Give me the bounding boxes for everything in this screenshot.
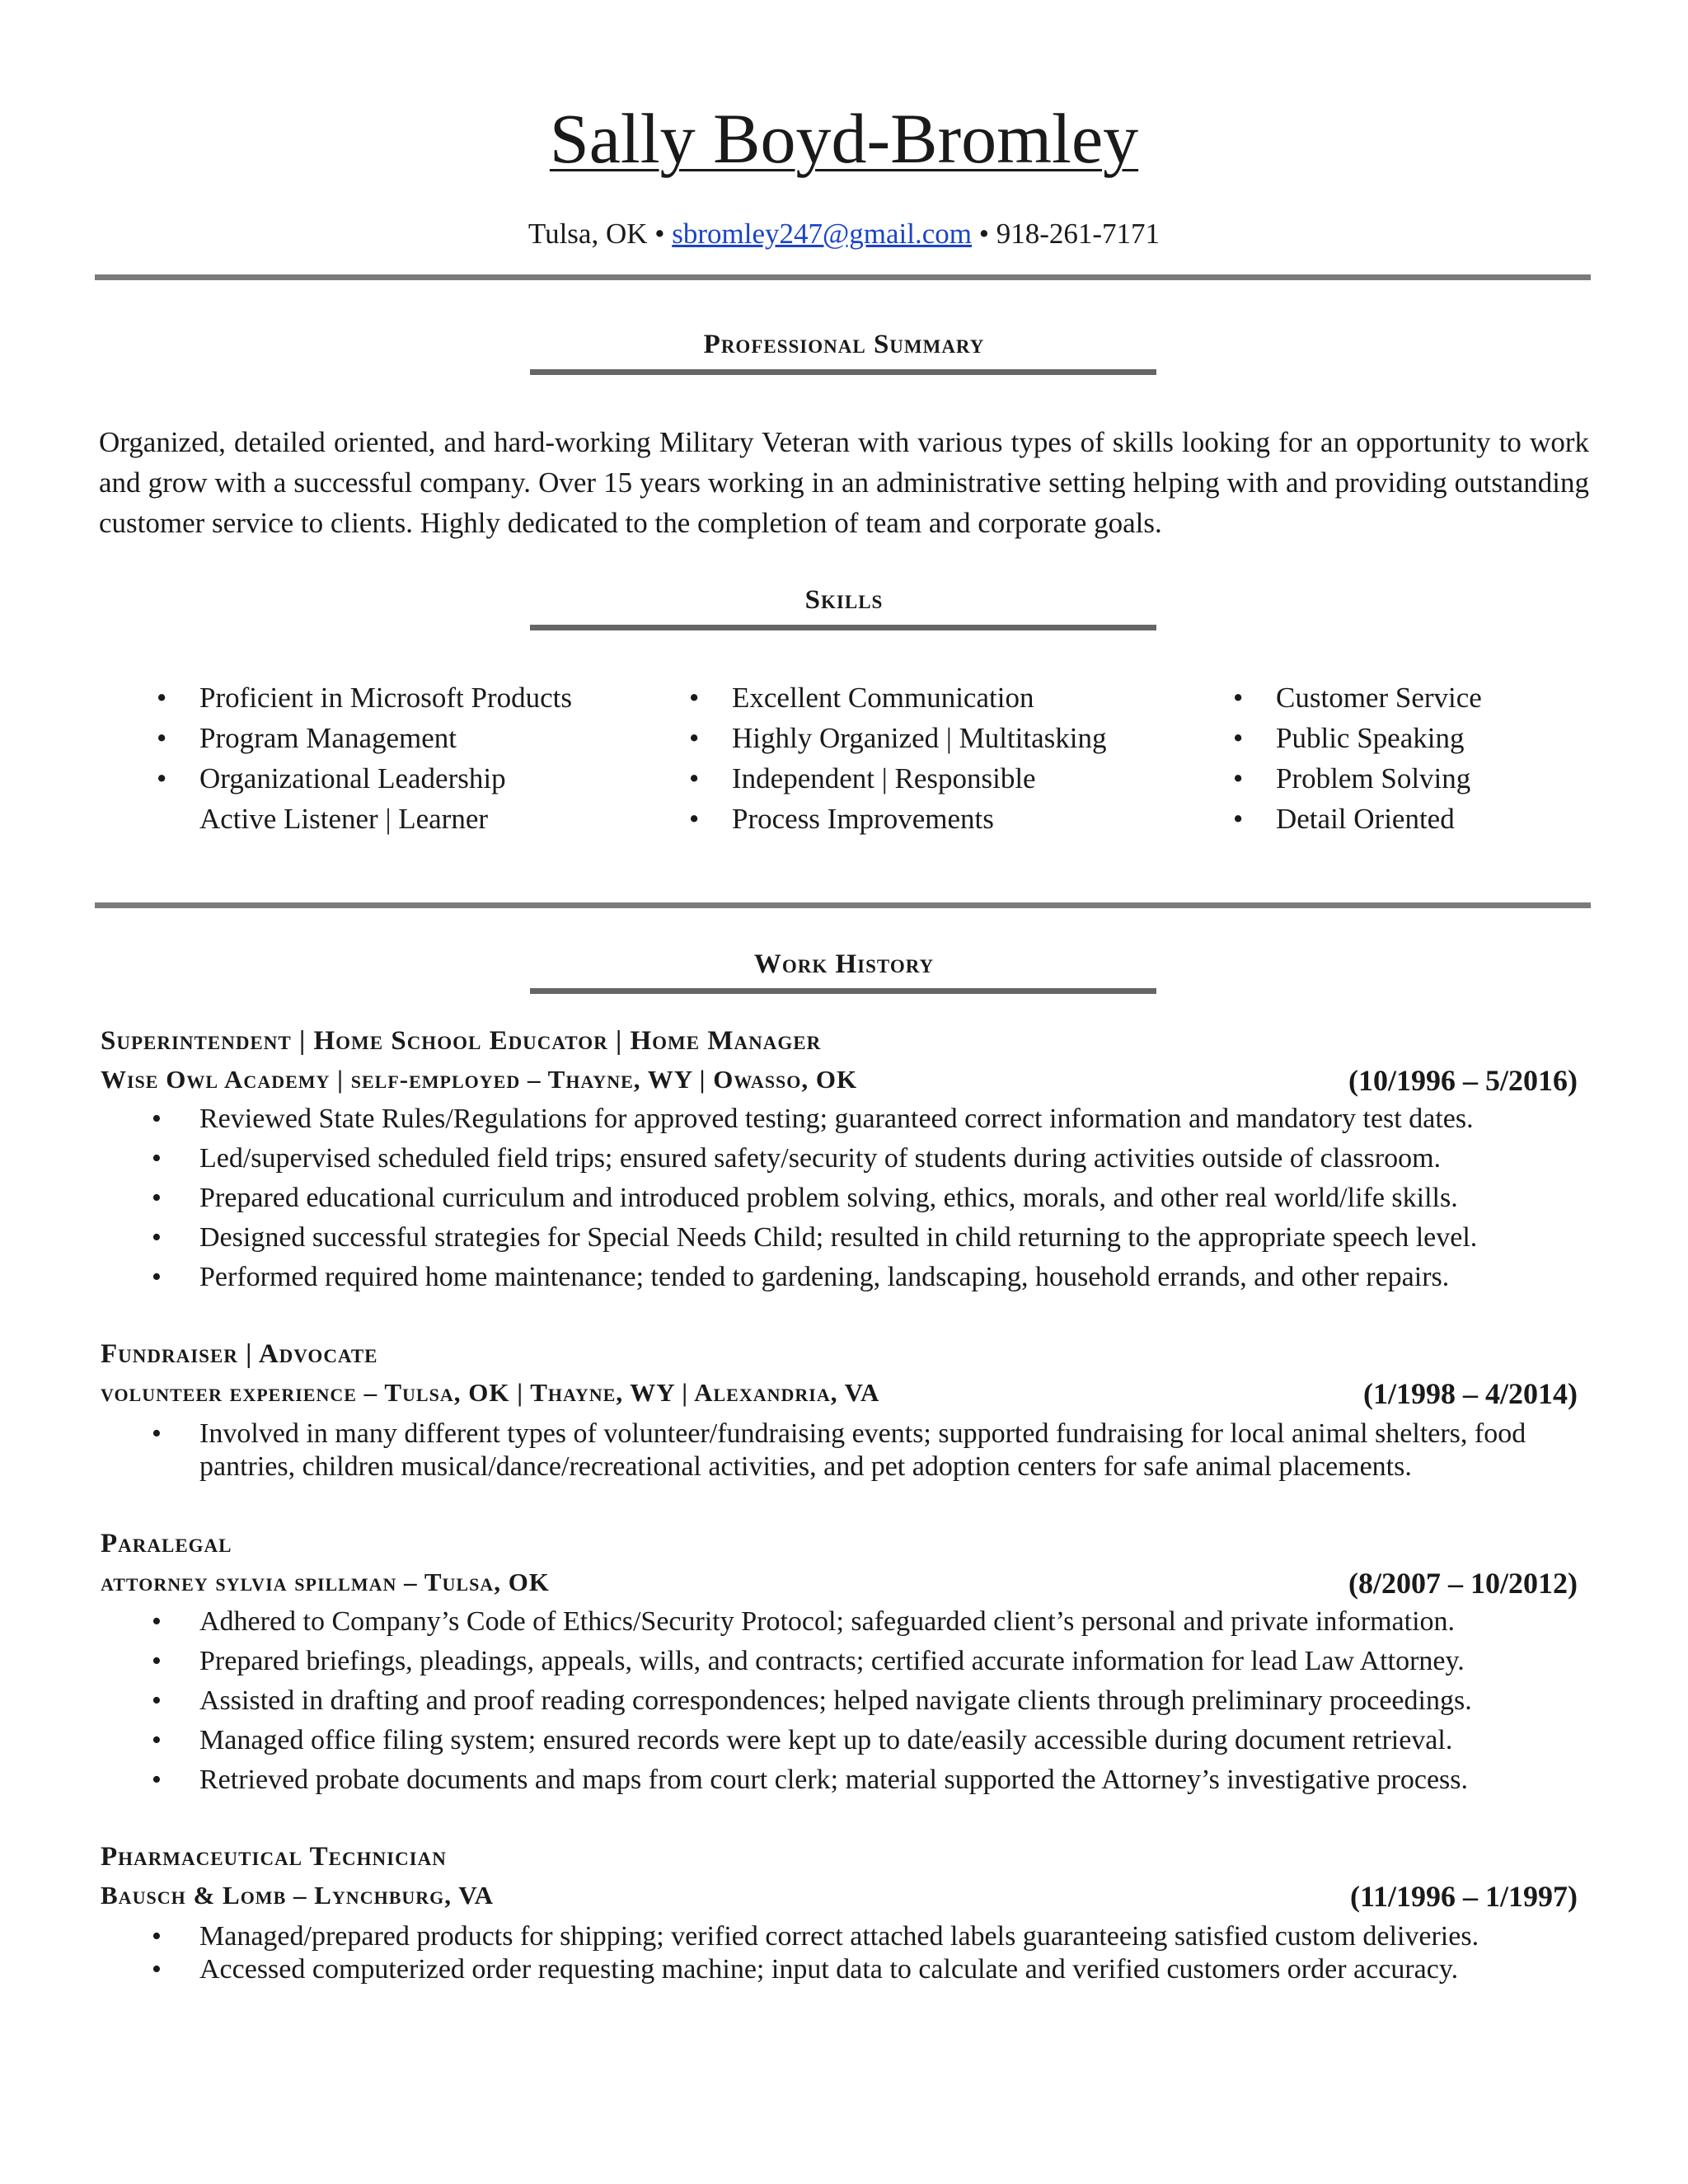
job-dates: (8/2007 – 10/2012) bbox=[1348, 1567, 1578, 1600]
skill-item: • Program Management bbox=[148, 718, 572, 758]
job-bullet: • Accessed computerized order requesting machine; input data to calculate and verified customers order accuracy. bbox=[147, 1953, 1597, 1986]
job-bullet: • Reviewed State Rules/Regulations for approved testing; guaranteed correct information and mandatory test dates. bbox=[147, 1099, 1597, 1139]
skill-item: • Proficient in Microsoft Products bbox=[148, 677, 572, 718]
job-bullets bbox=[147, 1099, 1597, 1297]
job-dates: (1/1998 – 4/2014) bbox=[1363, 1377, 1578, 1410]
skills-column-2 bbox=[681, 677, 1107, 839]
section-underline bbox=[530, 369, 1156, 375]
job-bullet: • Retrieved probate documents and maps from court clerk; material supported the Attorney’s investigative process. bbox=[147, 1760, 1597, 1800]
skills-column-3 bbox=[1225, 677, 1482, 839]
contact-line bbox=[0, 216, 1688, 252]
job-bullets bbox=[147, 1920, 1597, 1986]
skill-item: • Independent | Responsible bbox=[681, 758, 1107, 799]
divider bbox=[95, 274, 1591, 280]
job-bullet: • Adhered to Company’s Code of Ethics/Security Protocol; safeguarded client’s personal and private information. bbox=[147, 1602, 1597, 1642]
skill-item: • Organizational Leadership bbox=[148, 758, 572, 799]
job-bullet: • Managed office filing system; ensured records were kept up to date/easily accessible during document retrieval. bbox=[147, 1721, 1597, 1760]
job-organization: Wise Owl Academy | self-employed – Thayne, WY | Owasso, OK bbox=[101, 1065, 858, 1094]
job-title: Pharmaceutical Technician bbox=[101, 1842, 447, 1872]
summary-text: Organized, detailed oriented, and hard-working Military Veteran with various types of skills looking for an opportunity to work and grow with a successful company. Over 15 years working in an administrative setting helping with and providing outstanding customer service to clients. Highly dedicated to the completion of team and corporate goals. bbox=[99, 426, 1589, 539]
skills-column-1 bbox=[148, 677, 572, 839]
job-bullet: • Assisted in drafting and proof reading correspondences; helped navigate clients through preliminary proceedings. bbox=[147, 1681, 1597, 1721]
job-bullet: • Managed/prepared products for shipping; verified correct attached labels guaranteeing satisfied custom deliveries. bbox=[147, 1920, 1597, 1953]
job-organization: Bausch & Lomb – Lynchburg, VA bbox=[101, 1881, 494, 1910]
skill-item: • Highly Organized | Multitasking bbox=[681, 718, 1107, 758]
job-bullet: • Designed successful strategies for Special Needs Child; resulted in child returning to the appropriate speech level. bbox=[147, 1218, 1597, 1258]
email-link[interactable]: sbromley247@gmail.com bbox=[672, 218, 972, 250]
job-title: Paralegal bbox=[101, 1529, 232, 1558]
skill-item: • Detail Oriented bbox=[1225, 799, 1482, 839]
job-organization: volunteer experience – Tulsa, OK | Thayne, WY | Alexandria, VA bbox=[101, 1378, 880, 1407]
job-organization: attorney sylvia spillman – Tulsa, OK bbox=[101, 1568, 550, 1596]
job-title: Superintendent | Home School Educator | Home Manager bbox=[101, 1026, 822, 1056]
job-bullet: • Led/supervised scheduled field trips; ensured safety/security of students during activities outside of classroom. bbox=[147, 1139, 1597, 1179]
job-bullet: • Involved in many different types of volunteer/fundraising events; supported fundraising for local animal shelters, food pantries, children musical/dance/recreational activities, and pet adoption centers for safe animal placements. bbox=[147, 1418, 1597, 1483]
section-title-work-history: Work History bbox=[753, 949, 935, 979]
job-bullets bbox=[147, 1602, 1597, 1800]
skill-item: • Customer Service bbox=[1225, 677, 1482, 718]
job-bullet: • Prepared educational curriculum and introduced problem solving, ethics, morals, and other real world/life skills. bbox=[147, 1179, 1597, 1218]
job-bullets bbox=[147, 1418, 1597, 1483]
skill-item: • Process Improvements bbox=[681, 799, 1107, 839]
skill-item: • Problem Solving bbox=[1225, 758, 1482, 799]
job-bullet: • Performed required home maintenance; tended to gardening, landscaping, household errands, and other repairs. bbox=[147, 1258, 1597, 1297]
skill-item: • Excellent Communication bbox=[681, 677, 1107, 718]
skill-item: • Public Speaking bbox=[1225, 718, 1482, 758]
job-dates: (11/1996 – 1/1997) bbox=[1350, 1880, 1578, 1913]
job-title: Fundraiser | Advocate bbox=[101, 1339, 378, 1369]
job-bullet: • Prepared briefings, pleadings, appeals, wills, and contracts; certified accurate information for lead Law Attorney. bbox=[147, 1642, 1597, 1681]
section-title-skills: Skills bbox=[804, 585, 884, 615]
candidate-name: Sally Boyd-Bromley bbox=[549, 99, 1139, 178]
job-dates: (10/1996 – 5/2016) bbox=[1348, 1064, 1578, 1097]
contact-city: Tulsa, OK • bbox=[528, 218, 665, 250]
section-title-summary: Professional Summary bbox=[703, 330, 985, 359]
section-underline bbox=[530, 625, 1156, 630]
divider bbox=[95, 902, 1591, 908]
section-underline bbox=[530, 988, 1156, 994]
contact-phone: • 918-261-7171 bbox=[978, 218, 1160, 250]
skill-item: Active Listener | Learner bbox=[199, 803, 489, 835]
